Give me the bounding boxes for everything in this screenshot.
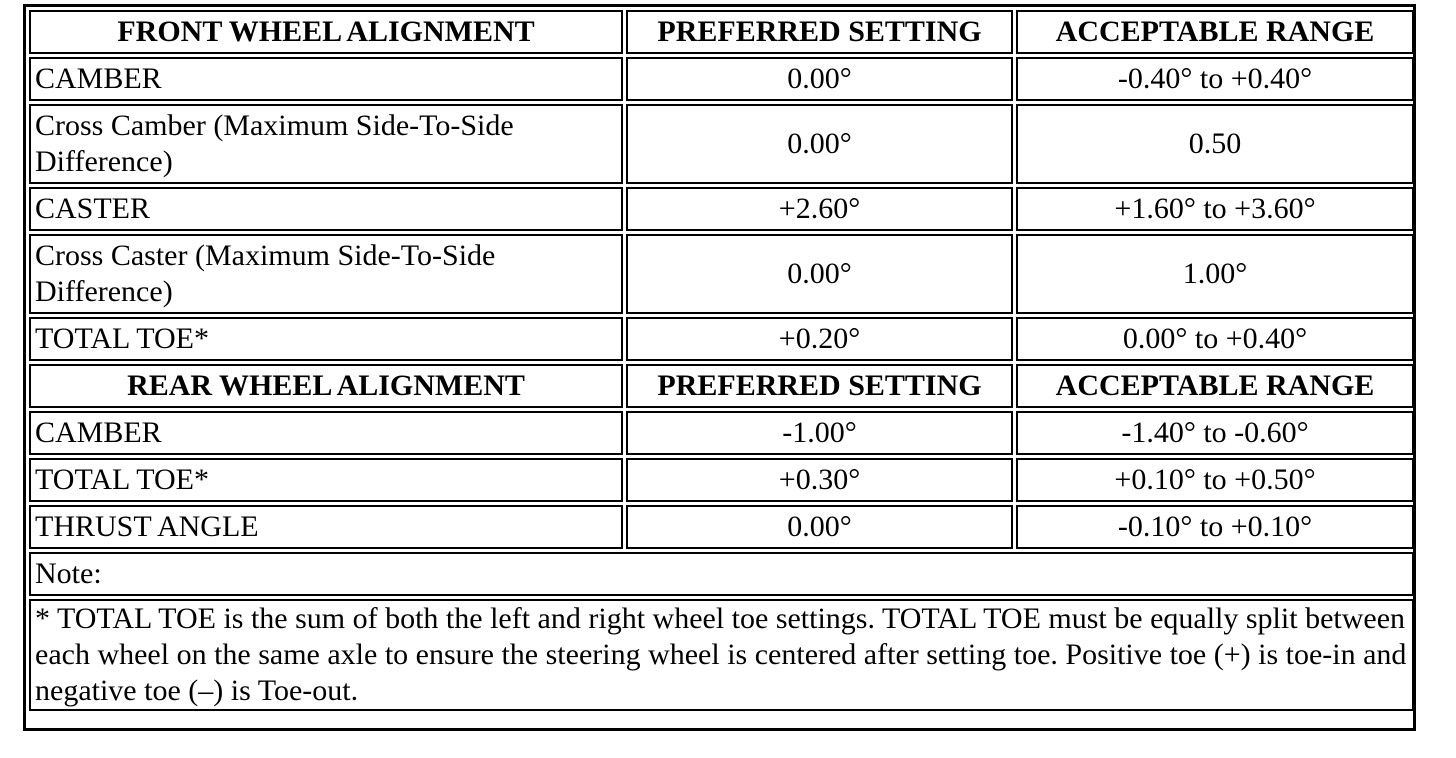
preferred-value: +0.30° — [626, 458, 1013, 502]
row-label: TOTAL TOE* — [29, 317, 623, 361]
row-label: TOTAL TOE* — [29, 458, 623, 502]
table-row — [29, 505, 1414, 549]
range-value: 0.00° to +0.40° — [1016, 317, 1414, 361]
range-value: +0.10° to +0.50° — [1016, 458, 1414, 502]
row-label: Cross Caster (Maximum Side-To-Side Difference) — [29, 234, 623, 314]
table-row — [29, 57, 1414, 101]
alignment-spec-table-frame — [23, 4, 1416, 731]
preferred-value: +0.20° — [626, 317, 1013, 361]
preferred-value: -1.00° — [626, 411, 1013, 455]
rear-header-row — [29, 364, 1414, 408]
rear-alignment-heading: REAR WHEEL ALIGNMENT — [29, 364, 623, 408]
row-label: Cross Camber (Maximum Side-To-Side Difference) — [29, 104, 623, 184]
note-heading-row — [29, 552, 1414, 596]
row-label: THRUST ANGLE — [29, 505, 623, 549]
range-value: -1.40° to -0.60° — [1016, 411, 1414, 455]
row-label: CASTER — [29, 187, 623, 231]
range-value: -0.40° to +0.40° — [1016, 57, 1414, 101]
range-value: 1.00° — [1016, 234, 1414, 314]
preferred-value: 0.00° — [626, 57, 1013, 101]
note-text: * TOTAL TOE is the sum of both the left and right wheel toe settings. TOTAL TOE must be equally split between each wheel on the same axle to ensure the steering wheel is centered after setting toe. Positive toe (+) is toe-in and negative toe (–) is Toe-out. — [29, 599, 1414, 711]
row-label: CAMBER — [29, 57, 623, 101]
note-body-row — [29, 599, 1414, 711]
preferred-value: 0.00° — [626, 505, 1013, 549]
front-preferred-heading: PREFERRED SETTING — [626, 10, 1013, 54]
note-heading: Note: — [29, 552, 1414, 596]
table-row — [29, 104, 1414, 184]
front-alignment-heading: FRONT WHEEL ALIGNMENT — [29, 10, 623, 54]
front-range-heading: ACCEPTABLE RANGE — [1016, 10, 1414, 54]
alignment-spec-table — [26, 7, 1417, 714]
preferred-value: 0.00° — [626, 104, 1013, 184]
row-label: CAMBER — [29, 411, 623, 455]
preferred-value: +2.60° — [626, 187, 1013, 231]
table-row — [29, 458, 1414, 502]
table-row — [29, 187, 1414, 231]
table-row — [29, 234, 1414, 314]
range-value: +1.60° to +3.60° — [1016, 187, 1414, 231]
rear-preferred-heading: PREFERRED SETTING — [626, 364, 1013, 408]
rear-range-heading: ACCEPTABLE RANGE — [1016, 364, 1414, 408]
front-header-row — [29, 10, 1414, 54]
range-value: 0.50 — [1016, 104, 1414, 184]
table-row — [29, 317, 1414, 361]
preferred-value: 0.00° — [626, 234, 1013, 314]
table-row — [29, 411, 1414, 455]
range-value: -0.10° to +0.10° — [1016, 505, 1414, 549]
